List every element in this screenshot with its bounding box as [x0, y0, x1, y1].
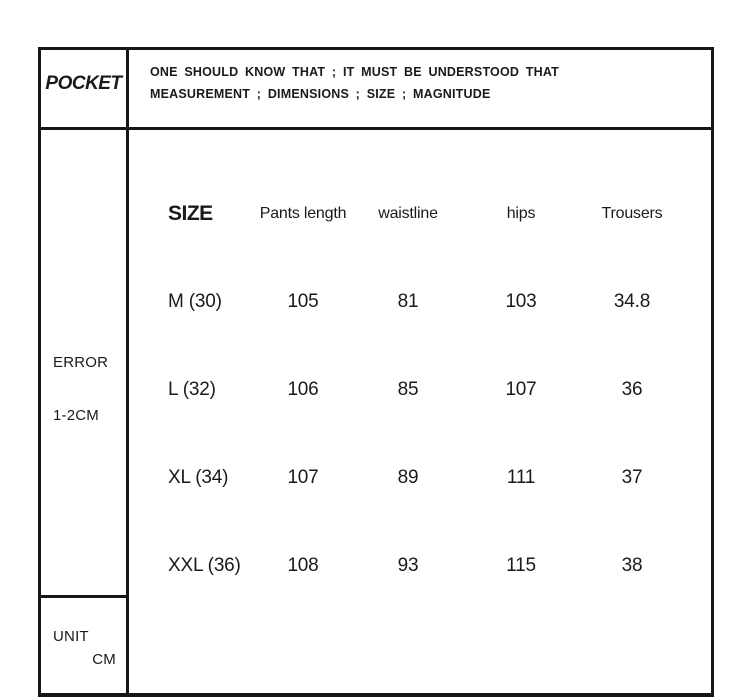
- hips-value: 115: [506, 555, 536, 576]
- column-header-waistline: waistline: [378, 205, 438, 222]
- error-tolerance-cell: [41, 130, 126, 598]
- size-table: [129, 130, 711, 693]
- pants-length-value: 105: [287, 291, 319, 312]
- trousers-value: 38: [621, 555, 643, 576]
- note-line-2: MEASUREMENT ; DIMENSIONS ; SIZE ; MAGNITUDE: [150, 86, 491, 101]
- hips-value: 111: [506, 467, 536, 488]
- hips-value: 107: [505, 379, 537, 400]
- size-table-header-row: [129, 170, 711, 258]
- unit-label: UNIT: [53, 628, 89, 645]
- unit-value: CM: [92, 651, 116, 668]
- trousers-value: 34.8: [613, 291, 651, 312]
- error-value: 1-2CM: [53, 407, 100, 424]
- size-label: L (32): [168, 379, 216, 400]
- note-cell: [129, 50, 711, 127]
- trousers-value: 37: [621, 467, 643, 488]
- size-label: XL (34): [168, 467, 229, 488]
- column-header-trousers: Trousers: [601, 205, 663, 222]
- pants-length-value: 108: [287, 555, 319, 576]
- pocket-label: POCKET: [45, 72, 122, 94]
- table-header-band: [41, 50, 711, 130]
- table-row-xl: [129, 434, 711, 522]
- table-row-m: [129, 258, 711, 346]
- table-row-l: [129, 346, 711, 434]
- column-header-size: SIZE: [168, 202, 213, 225]
- waistline-value: 85: [397, 379, 419, 400]
- waistline-value: 89: [397, 467, 419, 488]
- trousers-value: 36: [621, 379, 643, 400]
- size-label: XXL (36): [168, 555, 241, 576]
- table-row-xxl: [129, 522, 711, 610]
- left-column: [41, 130, 129, 693]
- error-label: ERROR: [53, 354, 109, 371]
- size-label: M (30): [168, 291, 222, 312]
- note-line-1: ONE SHOULD KNOW THAT ; IT MUST BE UNDERSTOOD THAT: [150, 64, 560, 79]
- column-header-hips: hips: [506, 205, 536, 222]
- size-chart-table: [38, 47, 714, 697]
- pocket-cell: [41, 50, 129, 127]
- pants-length-value: 107: [287, 467, 319, 488]
- column-header-pants-length: Pants length: [259, 205, 347, 222]
- table-body: [41, 130, 711, 693]
- waistline-value: 81: [397, 291, 419, 312]
- unit-cell: [41, 598, 126, 693]
- pants-length-value: 106: [287, 379, 319, 400]
- hips-value: 103: [505, 291, 537, 312]
- waistline-value: 93: [397, 555, 419, 576]
